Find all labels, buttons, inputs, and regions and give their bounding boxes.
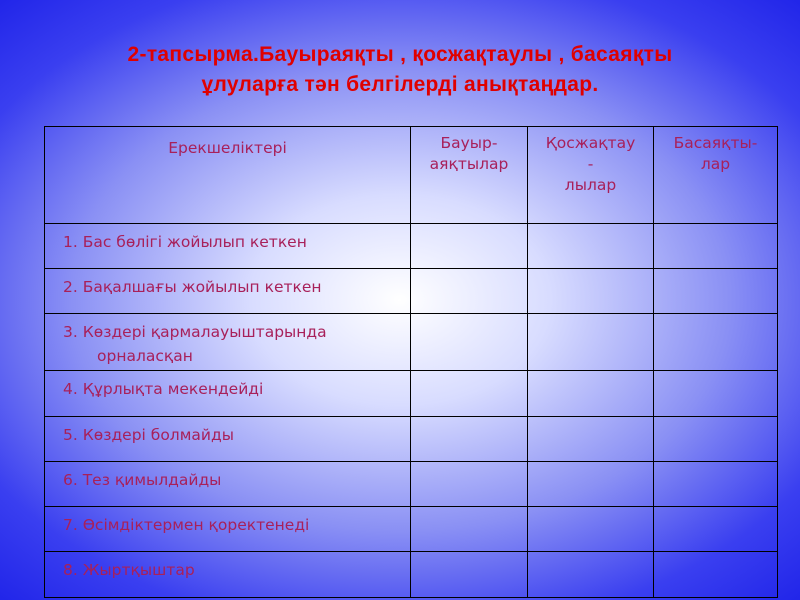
answer-cell: [411, 224, 528, 269]
task-title-line-1: 2-тапсырма.Бауыраяқты , қосжақтаулы , басаяқты: [127, 43, 673, 66]
answer-cell: [528, 417, 654, 462]
feature-cell: 4. Құрлықта мекендейді: [45, 371, 411, 417]
feature-cell: 1. Бас бөлігі жойылып кеткен: [45, 224, 411, 269]
answer-cell: [528, 552, 654, 598]
table-row: [45, 224, 778, 269]
answer-cell: [654, 552, 778, 598]
answer-cell: [528, 224, 654, 269]
task-title-line-2: ұлуларға тән белгілерді анықтаңдар.: [201, 73, 599, 96]
answer-cell: [654, 462, 778, 507]
table-row: [45, 507, 778, 552]
answer-cell: [654, 417, 778, 462]
answer-cell: [528, 371, 654, 417]
table-row: [45, 314, 778, 371]
answer-cell: [528, 507, 654, 552]
answer-cell: [654, 314, 778, 371]
feature-cell: 5. Көздері болмайды: [45, 417, 411, 462]
feature-cell: 3. Көздері қармалауыштарында орналасқан: [45, 314, 411, 371]
answer-cell: [528, 462, 654, 507]
table-row: [45, 269, 778, 314]
answer-cell: [528, 269, 654, 314]
feature-cell: 6. Тез қимылдайды: [45, 462, 411, 507]
answer-cell: [411, 314, 528, 371]
header-gastropods: Бауыр- аяқтылар: [411, 127, 528, 224]
feature-cell: 2. Бақалшағы жойылып кеткен: [45, 269, 411, 314]
table-row: [45, 552, 778, 598]
answer-cell: [654, 269, 778, 314]
header-cephalopods: Басаяқты- лар: [654, 127, 778, 224]
answer-cell: [411, 507, 528, 552]
answer-cell: [654, 507, 778, 552]
table-row: [45, 462, 778, 507]
table-row: [45, 371, 778, 417]
table-row: [45, 417, 778, 462]
task-title: [40, 40, 760, 100]
header-features: Ерекшеліктері: [45, 127, 411, 224]
header-bivalves: Қосжақтау - лылар: [528, 127, 654, 224]
feature-cell: 7. Өсімдіктермен қоректенеді: [45, 507, 411, 552]
answer-cell: [411, 552, 528, 598]
header-row: [45, 127, 778, 224]
answer-cell: [411, 462, 528, 507]
answer-cell: [411, 371, 528, 417]
answer-cell: [654, 224, 778, 269]
feature-cell: 8. Жыртқыштар: [45, 552, 411, 598]
answer-cell: [528, 314, 654, 371]
answer-cell: [654, 371, 778, 417]
answer-cell: [411, 417, 528, 462]
features-table: [44, 126, 778, 598]
answer-cell: [411, 269, 528, 314]
